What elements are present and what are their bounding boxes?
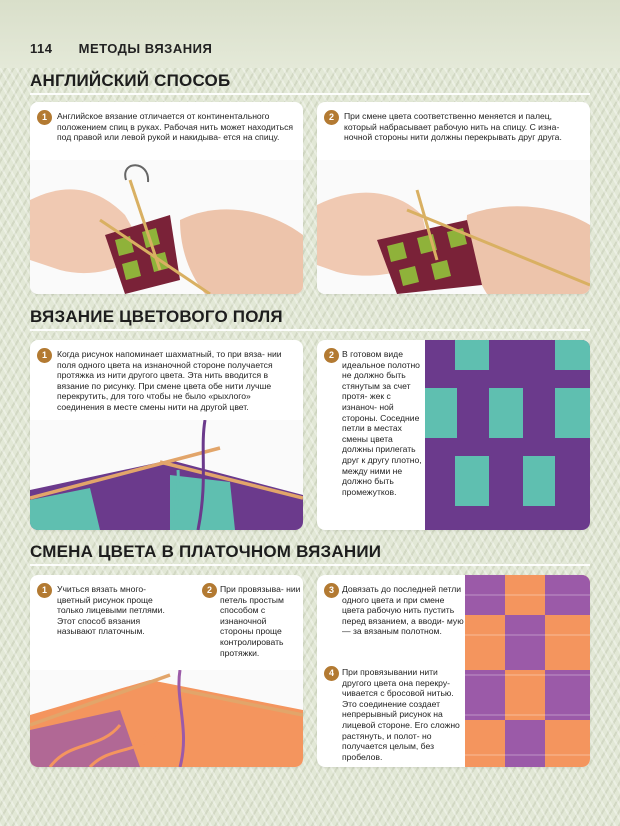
step-card-garter-1-2 [30,575,303,767]
section-title-garter-color-change: СМЕНА ЦВЕТА В ПЛАТОЧНОМ ВЯЗАНИИ [30,542,382,561]
step-number-badge: 3 [324,583,339,598]
step-card-english-1 [30,102,303,294]
knitted-swatch-photo [30,670,303,767]
step-card-color-field-1 [30,340,303,530]
section-rule [30,329,590,331]
header-band [0,0,620,68]
knitted-swatch-photo [425,340,590,530]
step-number-badge: 1 [37,110,52,125]
step-text: Когда рисунок напоминает шахматный, то при вяза- нии поля одного цвета на изнаночной стороне получается протяжка из нити другого цвета. Эта нить вводится в вязание по рисунку. При смене цвета обе нити лучше перекрутить, для того чтобы не было «рыхлого» соединения в месте смены нити на другой цвет. [57,349,282,412]
hands-knitting-photo [317,160,590,294]
step-text: При смене цвета соответственно меняется и палец, который набрасывает рабочую нить на спицу. С изна- ночной стороны нити должны перекрывать друг друга. [344,111,562,143]
section-rule [30,93,590,95]
running-title: МЕТОДЫ ВЯЗАНИЯ [78,41,213,56]
step-number-badge: 1 [37,583,52,598]
knitted-swatch-photo [465,575,590,767]
step-card-garter-3-4 [317,575,590,767]
step-card-english-2 [317,102,590,294]
step-text: Довязать до последней петли одного цвета и при смене цвета рабочую нить пустить перед вязанием, а вводи- мую — за вязаным полотном. [342,584,464,637]
knitted-swatch-photo [30,420,303,530]
step-number-badge: 2 [202,583,217,598]
step-number-badge: 4 [324,666,339,681]
section-rule [30,564,590,566]
step-number-badge: 2 [324,110,339,125]
step-text: При провязывании нити другого цвета она перекру- чивается с бросовой нитью. Это соединение создает непрерывный рисунок на лицевой стороне. Его сложно растянуть, и полот- но получается целым, без пробелов. [342,667,460,762]
page-number: 114 [30,41,53,56]
step-card-color-field-2 [317,340,590,530]
page-header [30,41,212,56]
step-text: Учиться вязать много- цветный рисунок проще только лицевыми петлями. Этот способ вязания называют платочным. [57,584,165,637]
section-title-english: АНГЛИЙСКИЙ СПОСОБ [30,71,231,90]
step-number-badge: 1 [37,348,52,363]
hands-knitting-photo [30,160,303,294]
step-text: При провязыва- нии петель простым способом с изнаночной стороны проще контролировать протяжки. [220,584,301,658]
section-title-color-field: ВЯЗАНИЕ ЦВЕТОВОГО ПОЛЯ [30,307,283,326]
step-text: В готовом виде идеальное полотно не должно быть стянутым за счет протя- жек с изнаноч- ной стороны. Соседние петли в местах смены цвета должны прилегать друг к другу плотно, между ними не должно быть промежутков. [342,349,422,497]
step-text: Английское вязание отличается от континентального положением спиц в руках. Рабочая нить может находиться под правой или левой рукой и накидыва- ется на спицу. [57,111,294,143]
step-number-badge: 2 [324,348,339,363]
